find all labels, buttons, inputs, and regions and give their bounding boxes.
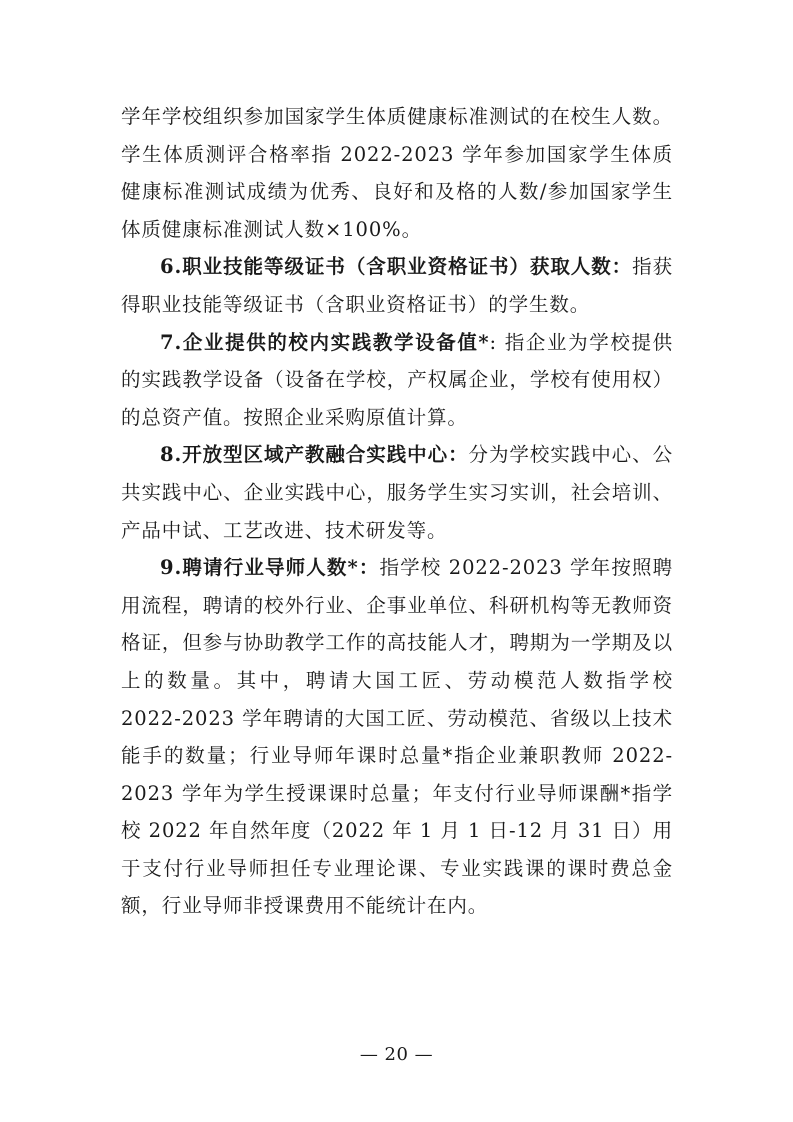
term-heading: 9.聘请行业导师人数*： — [160, 556, 380, 580]
paragraph-item-8 — [121, 436, 673, 549]
page-number: — 20 — — [359, 1044, 434, 1065]
paragraph-text: 分为学校实践中心、公共实践中心、企业实践中心，服务学生实习实训，社会培训、产品中试、工艺改进、技术研发等。 — [121, 443, 673, 542]
document-body — [121, 98, 673, 925]
paragraph-item-9 — [121, 549, 673, 925]
term-heading: 7.企业提供的校内实践教学设备值* — [160, 330, 490, 354]
term-heading: 8.开放型区域产教融合实践中心： — [160, 443, 469, 467]
paragraph-text: : 指企业为学校提供的实践教学设备（设备在学校，产权属企业，学校有使用权）的总资产值。按照企业采购原值计算。 — [121, 330, 673, 429]
paragraph-text: 指学校 2022-2023 学年按照聘用流程，聘请的校外行业、企事业单位、科研机构等无教师资格证，但参与协助教学工作的高技能人才，聘期为一学期及以上的数量。其中，聘请大国工匠、劳动模范人数指学校 2022-2023 学年聘请的大国工匠、劳动模范、省级以上技术能手的数量；行业导师年课时总量*指企业兼职教师 2022-2023 学年为学生授课课时总量；年支付行业导师课酬*指学校 2022 年自然年度（2022 年 1 月 1 日-12 月 31 日）用于支付行业导师担任专业理论课、专业实践课的课时费总金额，行业导师非授课费用不能统计在内。 — [121, 556, 673, 918]
paragraph-text: 学年学校组织参加国家学生体质健康标准测试的在校生人数。学生体质测评合格率指 2022-2023 学年参加国家学生体质健康标准测试成绩为优秀、良好和及格的人数/参加国家学生体质健康标准测试人数×100%。 — [121, 105, 673, 241]
term-heading: 6.职业技能等级证书（含职业资格证书）获取人数： — [160, 255, 633, 279]
paragraph-continued — [121, 98, 673, 248]
paragraph-item-6 — [121, 248, 673, 323]
paragraph-item-7 — [121, 324, 673, 437]
paragraph-text: 指获得职业技能等级证书（含职业资格证书）的学生数。 — [121, 255, 673, 316]
